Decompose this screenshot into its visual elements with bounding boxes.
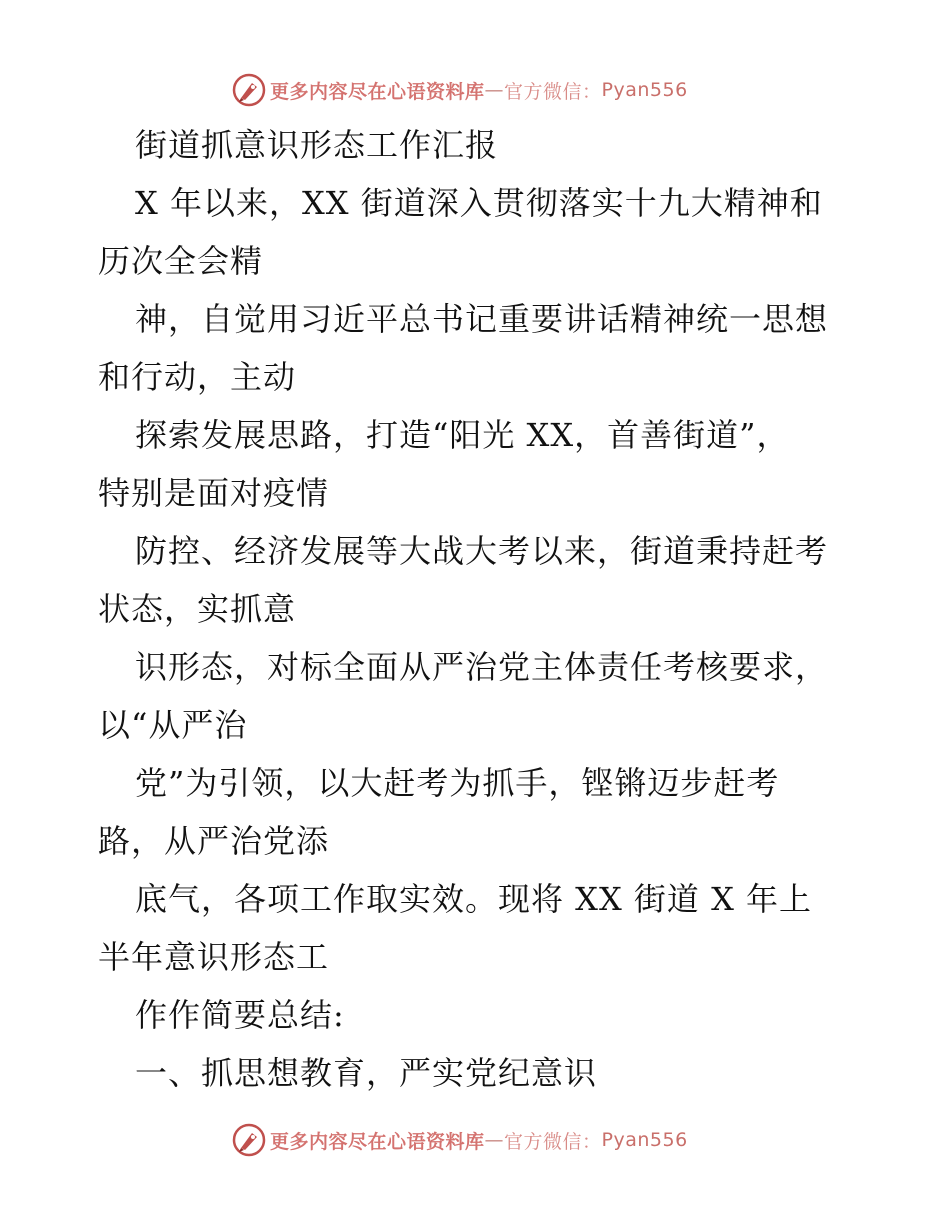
paragraph-line: 路，从严治党添 — [98, 822, 330, 860]
paragraph-line: 历次全会精 — [98, 242, 264, 280]
watermark-wechat-id: Pyan556 — [601, 79, 688, 101]
paragraph-line: 防控、经济发展等大战大考以来，街道秉持赶考 — [135, 532, 829, 570]
paragraph-line: X 年以来，XX 街道深入贯彻落实十九大精神和 — [135, 184, 823, 222]
watermark-separator: — — [484, 1129, 505, 1151]
paragraph-line: 识形态，对标全面从严治党主体责任考核要求， — [135, 648, 829, 686]
watermark-wechat-label: 官方微信： — [504, 80, 602, 103]
watermark-wechat-label: 官方微信： — [504, 1130, 602, 1153]
watermark-wechat-id: Pyan556 — [601, 1129, 688, 1151]
pen-nib-logo-icon — [232, 1123, 266, 1157]
paragraph-line: 以“从严治 — [98, 706, 248, 744]
paragraph-line: 探索发展思路，打造“阳光 XX，首善街道”， — [135, 416, 790, 454]
watermark-main-text: 更多内容尽在心语资料库 — [270, 80, 485, 103]
paragraph-line: 状态，实抓意 — [98, 590, 297, 628]
header-watermark-banner — [232, 70, 688, 110]
paragraph-line: 特别是面对疫情 — [98, 474, 330, 512]
paragraph-line: 神，自觉用习近平总书记重要讲话精神统一思想 — [135, 300, 829, 338]
watermark-separator: — — [484, 79, 505, 101]
footer-watermark-banner — [232, 1120, 688, 1160]
paragraph-line: 党”为引领，以大赶考为抓手，铿锵迈步赶考 — [135, 764, 780, 802]
document-title: 街道抓意识形态工作汇报 — [135, 126, 499, 164]
paragraph-line: 底气，各项工作取实效。现将 XX 街道 X 年上 — [135, 880, 813, 918]
watermark-main-text: 更多内容尽在心语资料库 — [270, 1130, 485, 1153]
pen-nib-logo-icon — [232, 73, 266, 107]
paragraph-line: 半年意识形态工 — [98, 938, 330, 976]
paragraph-line: 作作简要总结: — [135, 996, 345, 1034]
paragraph-line: 和行动，主动 — [98, 358, 297, 396]
section-heading: 一、抓思想教育，严实党纪意识 — [135, 1054, 598, 1092]
